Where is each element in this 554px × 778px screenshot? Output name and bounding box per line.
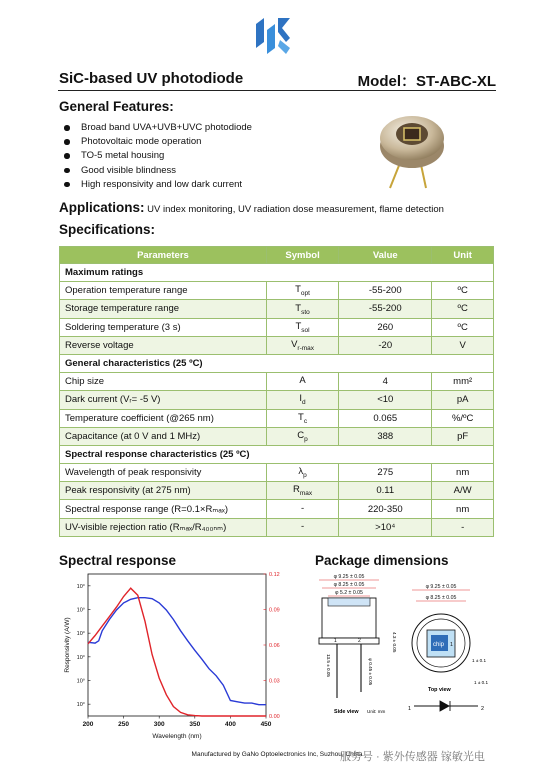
table-row [60, 518, 494, 536]
pin-label: 1 [450, 642, 453, 648]
table-header-row [60, 247, 494, 264]
section-title: Maximum ratings [60, 264, 494, 282]
x-tick-label: 400 [224, 721, 236, 728]
column-header-unit: Unit [432, 247, 494, 264]
section-title: Spectral response characteristics (25 ºC) [60, 445, 494, 463]
symbol-cell [266, 282, 338, 300]
applications [59, 200, 444, 215]
value-cell: 275 [339, 464, 432, 482]
top-view [412, 614, 488, 693]
y-tick-label: 10° [76, 654, 85, 661]
spectral-response-heading: Spectral response [59, 553, 177, 568]
symbol-cell [266, 336, 338, 354]
applications-text: UV index monitoring, UV radiation dose measurement, flame detection [144, 204, 444, 215]
table-section-row [60, 445, 494, 463]
symbol-subscript: sol [301, 326, 310, 334]
symbol-subscript: opt [300, 290, 310, 298]
x-tick-label: 250 [118, 721, 130, 728]
param-cell: Spectral response range (R=0.1×Rₘₐₓ) [60, 500, 267, 518]
table-row [60, 464, 494, 482]
side-view [319, 598, 397, 715]
symbol-cell [266, 300, 338, 318]
symbol-cell [266, 391, 338, 409]
pin-label: 1 [334, 638, 337, 644]
company-logo [250, 14, 296, 56]
table-row [60, 427, 494, 445]
x-tick-label: 200 [82, 721, 94, 728]
param-cell: Capacitance (at 0 V and 1 MHz) [60, 427, 267, 445]
unit-cell: nm [432, 500, 494, 518]
symbol-text: - [300, 502, 305, 514]
param-cell: UV-visible rejection ratio (Rₘₐₓ/R₄₀₀ₙₘ) [60, 518, 267, 536]
package-dimensions-drawing [312, 568, 496, 744]
symbol-subscript: sto [301, 308, 310, 316]
param-cell: Peak responsivity (at 275 nm) [60, 482, 267, 500]
table-row [60, 300, 494, 318]
y-tick-label: 10° [76, 583, 85, 590]
table-row [60, 500, 494, 518]
symbol-cell [266, 409, 338, 427]
spectral-response-chart [58, 568, 290, 744]
y-tick-label: 10° [76, 678, 85, 685]
param-cell: Soldering temperature (3 s) [60, 318, 267, 336]
dimension-label: 13.5 ± 0.05 [326, 654, 331, 677]
y-right-tick-label: 0.03 [269, 678, 280, 685]
feature-item: TO-5 metal housing [63, 149, 252, 163]
value-cell: <10 [339, 391, 432, 409]
unit-label: Unit: mm [367, 709, 386, 714]
symbol-cell [266, 318, 338, 336]
y-right-tick-label: 0.00 [269, 714, 280, 720]
table-row [60, 282, 494, 300]
dimension-label: φ 9.25 ± 0.05 [425, 584, 457, 590]
symbol-cell [266, 518, 338, 536]
value-cell: -20 [339, 336, 432, 354]
specifications-heading: Specifications: [59, 222, 156, 237]
param-cell: Operation temperature range [60, 282, 267, 300]
feature-item: Good visible blindness [63, 164, 252, 178]
unit-cell: mm² [432, 373, 494, 391]
feature-item: Photovoltaic mode operation [63, 135, 252, 149]
param-cell: Reverse voltage [60, 336, 267, 354]
product-title: SiC-based UV photodiode [59, 70, 244, 87]
symbol-subscript: p [303, 472, 307, 480]
value-cell: >10⁴ [339, 518, 432, 536]
symbol-subscript: c [303, 417, 308, 425]
symbol-text: T [298, 411, 304, 423]
y-right-tick-label: 0.12 [269, 572, 280, 578]
y-tick-label: 10° [76, 702, 85, 709]
y-axis-label: Responsivity (A/W) [64, 617, 71, 673]
symbol-cell [266, 482, 338, 500]
pin-label: 2 [481, 706, 484, 712]
symbol-text: λ [298, 466, 304, 478]
chip-label: chip [433, 642, 445, 648]
feature-item: High responsivity and low dark current [63, 178, 252, 192]
dimension-label: 1 ± 0.1 [472, 658, 487, 663]
table-row [60, 409, 494, 427]
manufacturer-note: Manufactured by GaNo Optoelectronics Inc, Suzhou, China [191, 751, 363, 758]
symbol-subscript: max [299, 490, 313, 498]
table-row [60, 373, 494, 391]
value-cell: 388 [339, 427, 432, 445]
model-number: Model：ST-ABC-XL [357, 73, 496, 90]
plot-frame [88, 574, 266, 716]
symbol-text: C [297, 429, 305, 441]
symbol-subscript: r-max [297, 344, 315, 352]
watermark: 服务号 · 紫外传感器 镓敏光电 [340, 751, 485, 763]
value-cell: 4 [339, 373, 432, 391]
package-dimensions-heading: Package dimensions [315, 553, 449, 568]
top-view-label: Top view [428, 687, 451, 693]
param-cell: Storage temperature range [60, 300, 267, 318]
unit-cell: %/ºC [432, 409, 494, 427]
table-row [60, 336, 494, 354]
symbol-text: T [295, 284, 301, 296]
feature-item: Broad band UVA+UVB+UVC photodiode [63, 121, 252, 135]
column-header-symbol: Symbol [266, 247, 338, 264]
x-tick-label: 300 [153, 721, 165, 728]
diode-symbol [414, 701, 478, 711]
symbol-text: I [299, 393, 303, 405]
responsivity-linear-line [88, 588, 266, 716]
param-cell: Dark current (Vᵣ= -5 V) [60, 391, 267, 409]
table-row [60, 391, 494, 409]
param-cell: Wavelength of peak responsivity [60, 464, 267, 482]
dimension-label: φ 9.25 ± 0.05 [333, 574, 365, 580]
table-row [60, 318, 494, 336]
unit-cell: ºC [432, 282, 494, 300]
unit-cell: V [432, 336, 494, 354]
symbol-cell [266, 427, 338, 445]
unit-cell: pA [432, 391, 494, 409]
symbol-text: T [295, 320, 302, 332]
x-axis-label: Wavelength (nm) [152, 733, 202, 740]
column-header-value: Value [339, 247, 432, 264]
feature-list [63, 121, 252, 192]
table-section-row [60, 354, 494, 372]
unit-cell: pF [432, 427, 494, 445]
y-right-tick-label: 0.06 [269, 643, 280, 649]
param-cell: Temperature coefficient (@265 nm) [60, 409, 267, 427]
symbol-text: V [291, 338, 298, 350]
pin-label: 2 [358, 638, 361, 644]
param-cell: Chip size [60, 373, 267, 391]
y-tick-label: 10° [76, 631, 85, 638]
unit-cell: ºC [432, 300, 494, 318]
value-cell: -55-200 [339, 282, 432, 300]
dimension-label: φ 8.25 ± 0.05 [425, 595, 457, 601]
symbol-cell [266, 464, 338, 482]
y-right-tick-label: 0.09 [269, 607, 280, 614]
unit-cell: ºC [432, 318, 494, 336]
symbol-cell [266, 500, 338, 518]
unit-cell: A/W [432, 482, 494, 500]
value-cell: -55-200 [339, 300, 432, 318]
responsivity-log-line [88, 598, 266, 705]
section-title: General characteristics (25 ºC) [60, 354, 494, 372]
y-tick-label: 10° [76, 607, 85, 614]
symbol-cell [266, 373, 338, 391]
title-divider [58, 90, 496, 91]
value-cell: 0.11 [339, 482, 432, 500]
x-tick-label: 350 [189, 721, 201, 728]
dimension-label: 1 ± 0.1 [474, 680, 489, 685]
specifications-table [59, 246, 494, 537]
pin-label: 1 [408, 706, 411, 712]
symbol-text: A [299, 375, 306, 387]
applications-heading: Applications: [59, 200, 145, 215]
symbol-text: - [300, 520, 305, 532]
product-photo [368, 98, 458, 190]
dimension-label: φ 0.45 ± 0.05 [368, 658, 373, 686]
unit-cell: - [432, 518, 494, 536]
x-tick-label: 450 [260, 721, 272, 728]
symbol-text: T [295, 302, 302, 314]
column-header-parameters: Parameters [60, 247, 267, 264]
value-cell: 0.065 [339, 409, 432, 427]
dimension-label: φ 5.2 ± 0.05 [335, 590, 363, 596]
symbol-subscript: d [302, 399, 306, 407]
side-view-label: Side view [334, 709, 359, 715]
symbol-text: R [292, 484, 300, 496]
dimension-label: 4.3 ± 0.05 [392, 632, 397, 653]
symbol-subscript: p [304, 435, 308, 443]
value-cell: 260 [339, 318, 432, 336]
dimension-label: φ 8.25 ± 0.05 [333, 582, 365, 588]
table-row [60, 482, 494, 500]
unit-cell: nm [432, 464, 494, 482]
general-features-heading: General Features: [59, 99, 174, 114]
table-section-row [60, 264, 494, 282]
value-cell: 220-350 [339, 500, 432, 518]
